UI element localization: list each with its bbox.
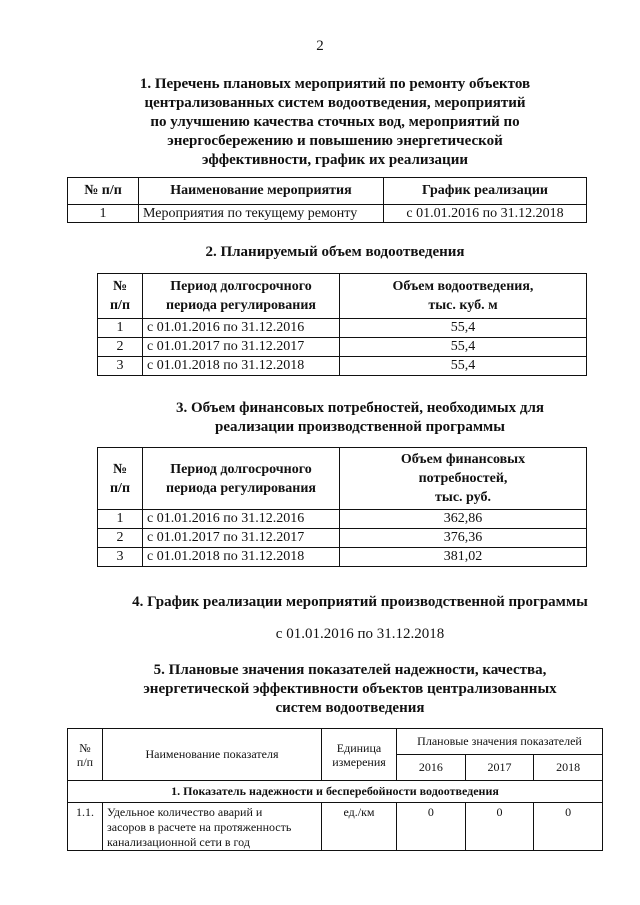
cell-num: 3: [98, 357, 143, 376]
cell-num: 1.1.: [68, 803, 103, 851]
cell-amount: 381,02: [340, 548, 587, 567]
header-line: №: [79, 740, 91, 755]
header-line: измерения: [332, 754, 386, 769]
table-header-row: [98, 274, 587, 319]
col-header-schedule: График реализации: [384, 178, 587, 205]
indicator-line: Удельное количество аварий и: [107, 805, 263, 819]
table-header-row: [68, 178, 587, 205]
header-line: периода регулирования: [166, 298, 316, 313]
group-row: [68, 781, 603, 803]
section-5-title: [100, 661, 600, 718]
page-number: 2: [316, 38, 324, 54]
col-header-period: [143, 274, 340, 319]
cell-amount: 362,86: [340, 510, 587, 529]
col-header-year: 2016: [397, 755, 466, 781]
title-line: реализации производственной программы: [215, 419, 505, 435]
header-line: п/п: [76, 754, 94, 769]
title-line: по улучшению качества сточных вод, мероприятий по: [150, 114, 520, 130]
section-4-period: с 01.01.2016 по 31.12.2018: [275, 626, 445, 642]
header-line: периода регулирования: [166, 480, 316, 496]
col-header-year: 2017: [465, 755, 534, 781]
col-header-financial: [340, 448, 587, 510]
cell-period: с 01.01.2017 по 31.12.2017: [143, 338, 340, 357]
indicators-table: [67, 728, 603, 851]
header-line: Период долгосрочного: [170, 279, 312, 294]
header-line: Объем водоотведения,: [392, 279, 534, 294]
cell-period: с 01.01.2016 по 31.12.2016: [143, 319, 340, 338]
title-line: эффективности, график их реализации: [202, 152, 468, 168]
cell-value: 0: [465, 803, 534, 851]
header-line: №: [112, 461, 128, 477]
cell-num: 3: [98, 548, 143, 567]
cell-volume: 55,4: [340, 357, 587, 376]
cell-amount: 376,36: [340, 529, 587, 548]
cell-num: 1: [68, 205, 139, 223]
col-header-activity: Наименование мероприятия: [139, 178, 384, 205]
cell-unit: ед./км: [322, 803, 397, 851]
section-2-title: 2. Планируемый объем водоотведения: [205, 244, 465, 260]
header-line: тыс. куб. м: [428, 298, 498, 313]
table-row: [98, 357, 587, 376]
title-line: 3. Объем финансовых потребностей, необходимых для: [175, 400, 545, 416]
col-header-num: [68, 729, 103, 781]
title-line: 5. Плановые значения показателей надежности, качества,: [153, 662, 547, 678]
header-line: потребностей,: [418, 471, 508, 486]
header-line: Единица: [336, 740, 382, 755]
table-row: [98, 529, 587, 548]
table-row: [98, 338, 587, 357]
col-header-indicator: Наименование показателя: [103, 729, 322, 781]
col-header-year: 2018: [534, 755, 603, 781]
table-row: [68, 803, 603, 851]
cell-num: 2: [98, 338, 143, 357]
activities-table: [67, 177, 587, 223]
section-1-title: [120, 75, 550, 170]
cell-activity: Мероприятия по текущему ремонту: [139, 205, 384, 223]
cell-num: 1: [98, 510, 143, 529]
header-line: тыс. руб.: [435, 490, 491, 505]
title-line: энергетической эффективности объектов централизованных: [143, 681, 557, 697]
col-header-volume: [340, 274, 587, 319]
title-line: систем водоотведения: [275, 700, 425, 716]
cell-schedule: с 01.01.2016 по 31.12.2018: [384, 205, 587, 223]
table-header-row: [98, 448, 587, 510]
cell-volume: 55,4: [340, 338, 587, 357]
col-header-planned: Плановые значения показателей: [397, 729, 603, 755]
header-line: Объем финансовых: [400, 452, 526, 467]
cell-indicator: [103, 803, 322, 851]
section-4-title: 4. График реализации мероприятий производственной программы: [132, 594, 588, 610]
title-line: централизованных систем водоотведения, мероприятий: [144, 95, 526, 111]
cell-period: с 01.01.2017 по 31.12.2017: [143, 529, 340, 548]
table-row: [68, 205, 587, 223]
financial-table: [97, 447, 587, 567]
col-header-unit: [322, 729, 397, 781]
cell-volume: 55,4: [340, 319, 587, 338]
col-header-num: [98, 274, 143, 319]
cell-num: 1: [98, 319, 143, 338]
cell-period: с 01.01.2018 по 31.12.2018: [143, 548, 340, 567]
table-row: [98, 319, 587, 338]
cell-period: с 01.01.2016 по 31.12.2016: [143, 510, 340, 529]
cell-num: 2: [98, 529, 143, 548]
table-row: [98, 510, 587, 529]
cell-period: с 01.01.2018 по 31.12.2018: [143, 357, 340, 376]
indicator-line: засоров в расчете на протяженность: [107, 820, 292, 834]
volume-table: [97, 273, 587, 376]
section-3-title: [150, 399, 570, 437]
header-line: п/п: [109, 298, 131, 313]
cell-value: 0: [397, 803, 466, 851]
table-header-row: [68, 729, 603, 755]
header-line: п/п: [109, 480, 131, 496]
col-header-period: [143, 448, 340, 510]
col-header-num: [98, 448, 143, 510]
col-header-num: № п/п: [68, 178, 139, 205]
table-row: [98, 548, 587, 567]
group-title: 1. Показатель надежности и бесперебойности водоотведения: [68, 781, 603, 803]
title-line: энергосбережению и повышению энергетической: [167, 133, 503, 149]
title-line: 1. Перечень плановых мероприятий по ремонту объектов: [139, 76, 531, 92]
header-line: Период долгосрочного: [170, 461, 312, 477]
indicator-line: канализационной сети в год: [107, 835, 250, 849]
cell-value: 0: [534, 803, 603, 851]
header-line: №: [112, 279, 128, 294]
